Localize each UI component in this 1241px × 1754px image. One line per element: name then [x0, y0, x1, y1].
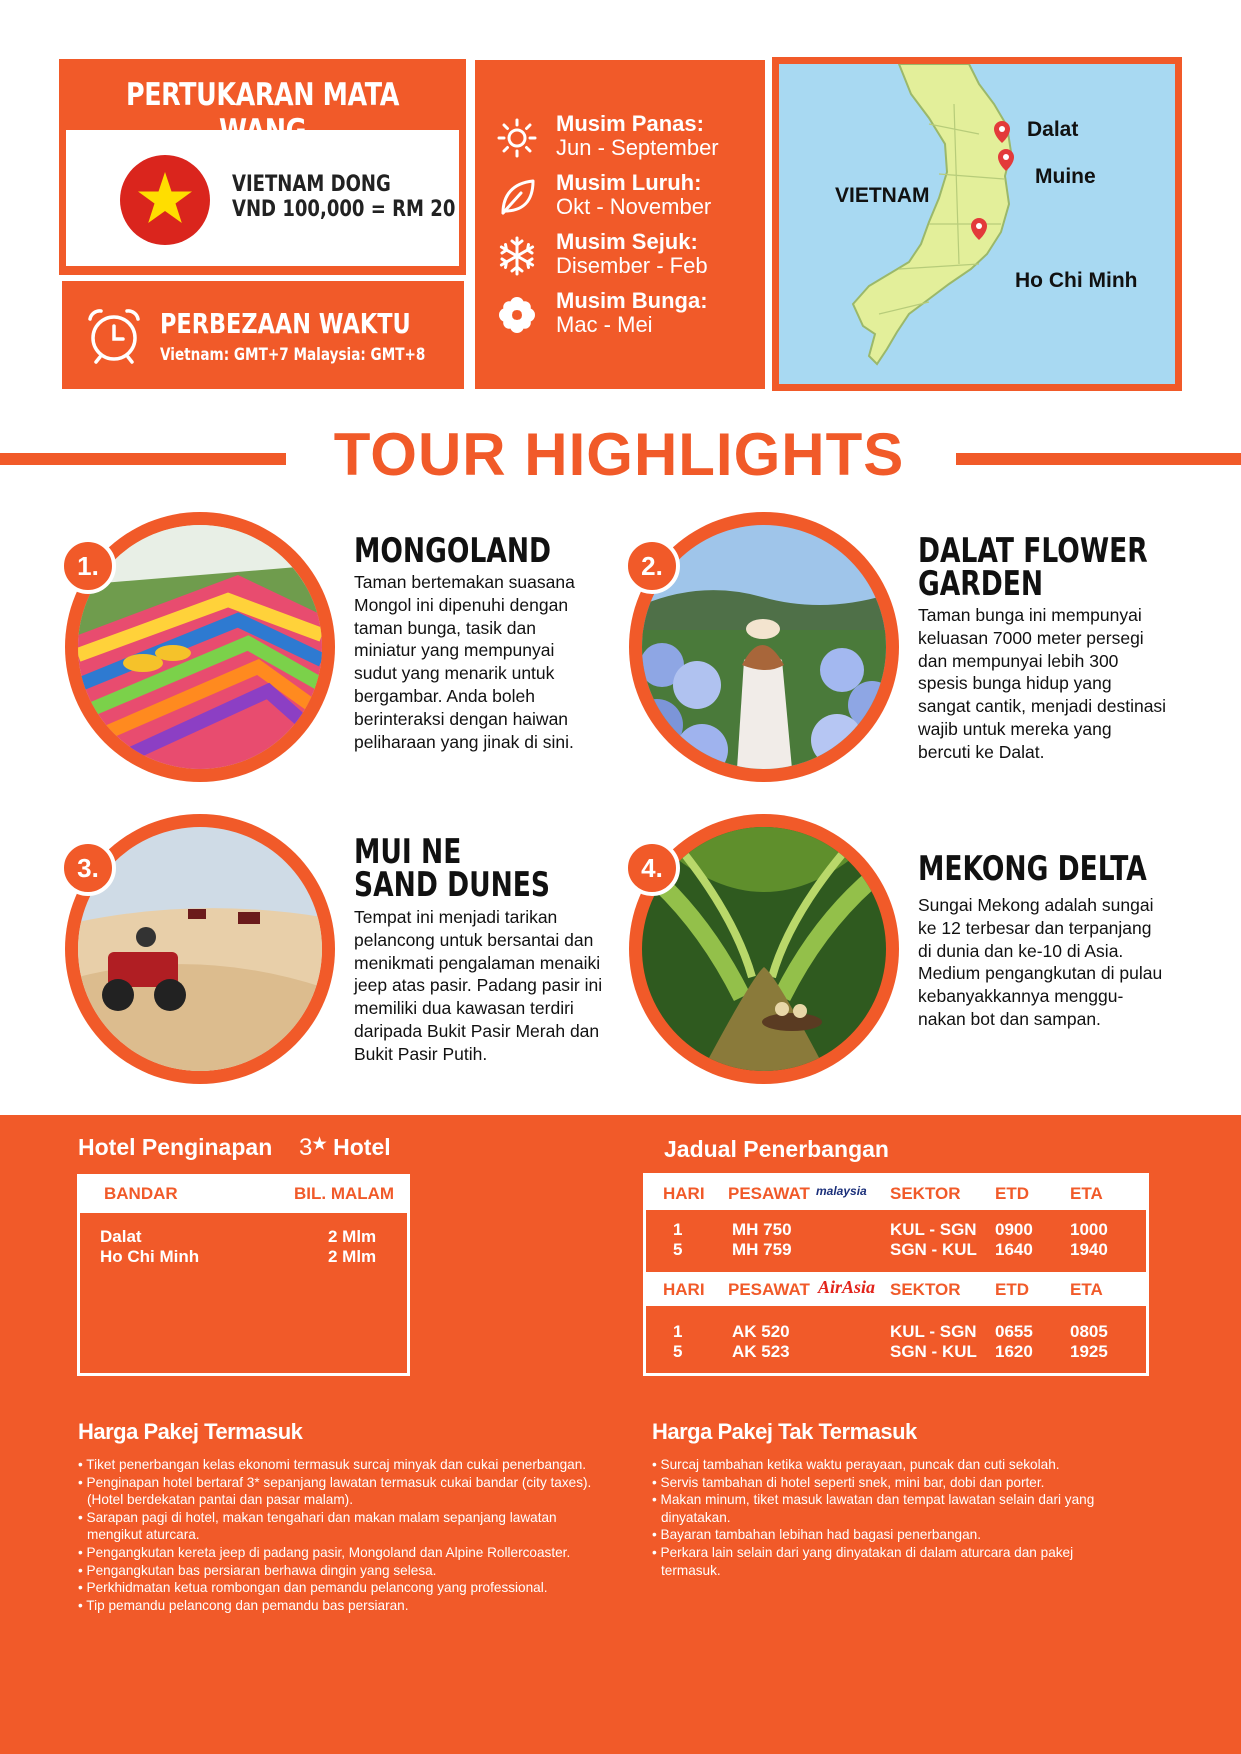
heading-rule-right [956, 453, 1241, 465]
highlight-title-line: MEKONG DELTA [918, 849, 1147, 889]
col-plane: PESAWAT [728, 1184, 810, 1203]
included-item: • Pengangkutan bas persiaran berhawa dingin yang selesa. [78, 1562, 608, 1580]
hotel-nights: 2 Mlm [328, 1227, 377, 1246]
excluded-item: • Perkara lain selain dari yang dinyatakan di dalam aturcara dan pakej termasuk. [652, 1544, 1132, 1579]
flight-sector: KUL - SGN [890, 1322, 977, 1341]
excluded-title: Harga Pakej Tak Termasuk [652, 1419, 917, 1444]
hotel-rating-number: 3 [299, 1134, 313, 1161]
excluded-item: • Bayaran tambahan lebihan had bagasi penerbangan. [652, 1526, 1132, 1544]
col-sector: SEKTOR [890, 1280, 961, 1299]
flight-day: 5 [673, 1240, 683, 1259]
col-etd: ETD [995, 1184, 1029, 1203]
highlight-description: Sungai Mekong adalah sungai ke 12 terbesar dan terpanjang di dunia dan ke-10 di Asia. Medium pengangkutan di pulau kebanyakkannya menggu-nakan bot dan sampan. [918, 895, 1163, 1029]
col-plane: PESAWAT [728, 1280, 810, 1299]
map-box [772, 57, 1182, 391]
included-item: • Sarapan pagi di hotel, makan tengahari dan makan malam sepanjang lawatan mengikut aturcara. [78, 1509, 608, 1544]
hotel-nights: 2 Mlm [328, 1247, 377, 1266]
time-difference-title: PERBEZAAN WAKTU [160, 307, 411, 340]
highlight-title [918, 849, 1147, 889]
flight-table-header [646, 1272, 1146, 1306]
vietnam-map [779, 64, 1175, 384]
hotel-table-header [80, 1177, 407, 1213]
included-list [78, 1456, 608, 1614]
vietnam-flag-icon [120, 155, 210, 245]
sun-icon [497, 118, 537, 158]
flight-section-title: Jadual Penerbangan [664, 1136, 889, 1162]
flight-sector: KUL - SGN [890, 1220, 977, 1239]
flight-day: 5 [673, 1342, 683, 1361]
flight-table-header [646, 1176, 1146, 1210]
flight-day: 1 [673, 1322, 683, 1341]
hotel-city: Ho Chi Minh [100, 1247, 200, 1266]
flight-eta: 0805 [1070, 1322, 1108, 1341]
col-day: HARI [663, 1280, 705, 1299]
col-day: HARI [663, 1184, 705, 1203]
flight-number: MH 759 [732, 1240, 792, 1259]
currency-exchange-box [59, 59, 466, 275]
map-pin-hochiminh: Ho Chi Minh [1015, 269, 1138, 292]
col-eta: ETA [1070, 1280, 1103, 1299]
excluded-item: • Servis tambahan di hotel seperti snek, mini bar, dobi dan porter. [652, 1474, 1132, 1492]
excluded-item: • Makan minum, tiket masuk lawatan dan tempat lawatan selain dari yang dinyatakan. [652, 1491, 1132, 1526]
included-item: • Tip pemandu pelancong dan pemandu bas persiaran. [78, 1597, 608, 1615]
season-months: Jun - September [556, 135, 719, 160]
season-months: Okt - November [556, 194, 712, 219]
flight-number: MH 750 [732, 1220, 792, 1239]
highlight-title-line: DALAT FLOWER [918, 531, 1148, 571]
included-item: • Perkhidmatan ketua rombongan dan pemandu pelancong yang professional. [78, 1579, 608, 1597]
hotel-table [77, 1174, 410, 1376]
tour-highlights-title: TOUR HIGHLIGHTS [333, 421, 905, 488]
col-etd: ETD [995, 1280, 1029, 1299]
highlight-title-line: MUI NE [354, 832, 462, 872]
hotel-title-text: Hotel Penginapan [78, 1134, 273, 1160]
hotel-section-title [78, 1134, 391, 1162]
map-pin-dalat: Dalat [1027, 118, 1079, 141]
season-autumn [475, 171, 765, 229]
flight-eta: 1925 [1070, 1342, 1108, 1361]
highlight-number-badge: 4. [624, 840, 680, 896]
excluded-list [652, 1456, 1132, 1579]
highlight-title-line: GARDEN [918, 564, 1044, 604]
map-pin-muine: Muine [1035, 165, 1096, 188]
map-country-label: VIETNAM [835, 184, 930, 207]
flight-eta: 1940 [1070, 1240, 1108, 1259]
flight-day: 1 [673, 1220, 683, 1239]
airasia-logo: AirAsia [818, 1277, 876, 1297]
col-nights: BIL. MALAM [294, 1184, 395, 1203]
highlight-description: Tempat ini menjadi tarikan pelancong untuk bersantai dan menikmati pengalaman menaiki jeep atas pasir. Padang pasir ini memiliki dua kawasan terdiri daripada Bukit Pasir Merah dan Bukit Pasir Putih. [354, 907, 603, 1064]
flight-etd: 0900 [995, 1220, 1033, 1239]
season-spring [475, 289, 765, 347]
col-sector: SEKTOR [890, 1184, 961, 1203]
highlight-title [354, 832, 551, 905]
flight-etd: 1620 [995, 1342, 1033, 1361]
season-months: Mac - Mei [556, 312, 653, 337]
currency-name: VIETNAM DONG [232, 172, 391, 197]
season-title: Musim Sejuk: [556, 229, 698, 254]
currency-rate-text [232, 172, 455, 222]
currency-panel [66, 130, 459, 266]
snowflake-icon [497, 236, 537, 276]
season-summer [475, 112, 765, 170]
currency-rate: VND 100,000 = RM 20 [232, 197, 456, 222]
highlight-title-line: SAND DUNES [354, 865, 551, 905]
season-title: Musim Luruh: [556, 170, 702, 195]
seasons-box [475, 60, 765, 389]
star-icon: ★ [312, 1136, 327, 1153]
time-difference-detail: Vietnam: GMT+7 Malaysia: GMT+8 [160, 345, 426, 365]
flight-number: AK 523 [732, 1342, 790, 1361]
leaf-icon [497, 177, 537, 217]
excluded-item: • Surcaj tambahan ketika waktu perayaan, puncak dan cuti sekolah. [652, 1456, 1132, 1474]
flight-sector: SGN - KUL [890, 1342, 977, 1361]
included-item: • Penginapan hotel bertaraf 3* sepanjang lawatan termasuk cukai bandar (city taxes). (Hotel berdekatan pantai dan pasar malam). [78, 1474, 608, 1509]
flight-sector: SGN - KUL [890, 1240, 977, 1259]
flight-eta: 1000 [1070, 1220, 1108, 1239]
currency-title: PERTUKARAN MATA [125, 77, 400, 113]
alarm-clock-icon [84, 305, 144, 370]
highlight-number-badge: 1. [60, 538, 116, 594]
season-winter [475, 230, 765, 288]
flight-etd: 0655 [995, 1322, 1033, 1341]
season-title: Musim Panas: [556, 111, 704, 136]
highlight-title [354, 531, 552, 571]
malaysia-airlines-logo: malaysia [816, 1184, 867, 1198]
col-city: BANDAR [104, 1184, 178, 1203]
hotel-city: Dalat [100, 1227, 142, 1246]
hotel-rating-label: Hotel [333, 1134, 391, 1160]
flight-etd: 1640 [995, 1240, 1033, 1259]
time-difference-box [62, 281, 464, 389]
included-item: • Pengangkutan kereta jeep di padang pasir, Mongoland dan Alpine Rollercoaster. [78, 1544, 608, 1562]
season-months: Disember - Feb [556, 253, 708, 278]
highlight-number-badge: 2. [624, 538, 680, 594]
highlight-description: Taman bertemakan suasana Mongol ini dipenuhi dengan taman bunga, tasik dan miniatur yang mempunyai sudut yang menarik untuk bergambar. Anda boleh berinteraksi dengan haiwan peliharaan yang jinak di sini. [354, 572, 575, 752]
flight-number: AK 520 [732, 1322, 790, 1341]
highlight-number-badge: 3. [60, 840, 116, 896]
col-eta: ETA [1070, 1184, 1103, 1203]
highlight-title-line: MONGOLAND [354, 531, 552, 571]
flight-schedule-table [643, 1173, 1149, 1376]
included-title: Harga Pakej Termasuk [78, 1419, 303, 1444]
vietnam-land-shape [779, 64, 1175, 384]
flower-icon [497, 295, 537, 335]
highlight-title [918, 531, 1148, 604]
season-title: Musim Bunga: [556, 288, 708, 313]
highlight-description: Taman bunga ini mempunyai keluasan 7000 meter persegi dan mempunyai lebih 300 spesis bunga hidup yang sangat cantik, menjadi destinasi wajib untuk mereka yang bercuti ke Dalat. [918, 605, 1167, 762]
included-item: • Tiket penerbangan kelas ekonomi termasuk surcaj minyak dan cukai penerbangan. [78, 1456, 608, 1474]
heading-rule-left [0, 453, 286, 465]
